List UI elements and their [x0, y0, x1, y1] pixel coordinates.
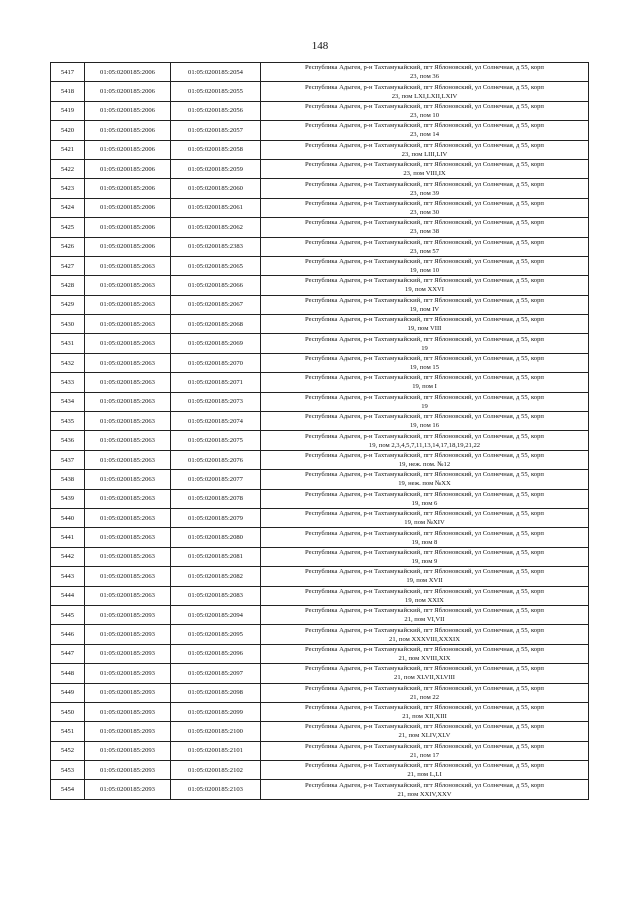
row-number-cell: 5450: [51, 702, 85, 721]
address-line: Республика Адыгея, р-н Тахтамукайский, пгт Яблоновский, ул Солнечная, д 55, корп: [305, 607, 544, 615]
cadastral-number-cell: 01:05:0200185:2069: [171, 334, 261, 353]
table-row: [51, 334, 589, 353]
address-cell: [261, 664, 589, 683]
address-suffix: 21, пом XLVII,XLVIII: [394, 674, 455, 682]
address-suffix: 23, пом 39: [409, 189, 439, 197]
parent-cadastral-cell: 01:05:0200185:2006: [85, 198, 171, 217]
row-number-cell: 5439: [51, 489, 85, 508]
cadastral-number-cell: 01:05:0200185:2056: [171, 101, 261, 120]
row-number-cell: 5421: [51, 140, 85, 159]
address-line: Республика Адыгея, р-н Тахтамукайский, пгт Яблоновский, ул Солнечная, д 55, корп: [305, 645, 544, 653]
row-number-cell: 5444: [51, 586, 85, 605]
address-cell: [261, 295, 589, 314]
row-number-cell: 5425: [51, 218, 85, 237]
address-suffix: 19, пом 6: [411, 499, 438, 507]
cadastral-number-cell: 01:05:0200185:2075: [171, 431, 261, 450]
parent-cadastral-cell: 01:05:0200185:2063: [85, 256, 171, 275]
address-suffix: 23, пом 30: [409, 208, 439, 216]
address-suffix: 19: [421, 402, 428, 410]
address-line: Республика Адыгея, р-н Тахтамукайский, пгт Яблоновский, ул Солнечная, д 55, корп: [305, 161, 544, 169]
address-line: Республика Адыгея, р-н Тахтамукайский, пгт Яблоновский, ул Солнечная, д 55, корп: [305, 374, 544, 382]
address-line: Республика Адыгея, р-н Тахтамукайский, пгт Яблоновский, ул Солнечная, д 55, корп: [305, 141, 544, 149]
table-row: [51, 702, 589, 721]
address-line: Республика Адыгея, р-н Тахтамукайский, пгт Яблоновский, ул Солнечная, д 55, корп: [305, 548, 544, 556]
row-number-cell: 5436: [51, 431, 85, 450]
table-row: [51, 82, 589, 101]
address-cell: [261, 121, 589, 140]
page-number: 148: [311, 40, 329, 52]
parent-cadastral-cell: 01:05:0200185:2063: [85, 373, 171, 392]
cadastral-number-cell: 01:05:0200185:2095: [171, 625, 261, 644]
table-row: [51, 237, 589, 256]
address-line: Республика Адыгея, р-н Тахтамукайский, пгт Яблоновский, ул Солнечная, д 55, корп: [305, 723, 544, 731]
parent-cadastral-cell: 01:05:0200185:2063: [85, 470, 171, 489]
address-line: Республика Адыгея, р-н Тахтамукайский, пгт Яблоновский, ул Солнечная, д 55, корп: [305, 432, 544, 440]
row-number-cell: 5453: [51, 761, 85, 780]
table-row: [51, 412, 589, 431]
parent-cadastral-cell: 01:05:0200185:2006: [85, 82, 171, 101]
parent-cadastral-cell: 01:05:0200185:2063: [85, 528, 171, 547]
row-number-cell: 5433: [51, 373, 85, 392]
parent-cadastral-cell: 01:05:0200185:2093: [85, 761, 171, 780]
cadastral-number-cell: 01:05:0200185:2059: [171, 159, 261, 178]
address-cell: [261, 489, 589, 508]
registry-table: [50, 62, 589, 800]
address-line: Республика Адыгея, р-н Тахтамукайский, пгт Яблоновский, ул Солнечная, д 55, корп: [305, 122, 544, 130]
address-suffix: 19: [421, 344, 428, 352]
table-row: [51, 761, 589, 780]
address-cell: [261, 179, 589, 198]
row-number-cell: 5447: [51, 644, 85, 663]
parent-cadastral-cell: 01:05:0200185:2063: [85, 334, 171, 353]
address-suffix: 21, пом XII,XIII: [402, 713, 447, 721]
cadastral-number-cell: 01:05:0200185:2082: [171, 567, 261, 586]
parent-cadastral-cell: 01:05:0200185:2093: [85, 780, 171, 799]
address-cell: [261, 159, 589, 178]
table-row: [51, 121, 589, 140]
cadastral-number-cell: 01:05:0200185:2061: [171, 198, 261, 217]
address-suffix: 19, неж. пом №XX: [398, 480, 451, 488]
cadastral-number-cell: 01:05:0200185:2080: [171, 528, 261, 547]
address-cell: [261, 218, 589, 237]
row-number-cell: 5451: [51, 722, 85, 741]
parent-cadastral-cell: 01:05:0200185:2093: [85, 644, 171, 663]
table-row: [51, 683, 589, 702]
parent-cadastral-cell: 01:05:0200185:2063: [85, 431, 171, 450]
cadastral-number-cell: 01:05:0200185:2065: [171, 256, 261, 275]
parent-cadastral-cell: 01:05:0200185:2063: [85, 547, 171, 566]
parent-cadastral-cell: 01:05:0200185:2063: [85, 315, 171, 334]
address-line: Республика Адыгея, р-н Тахтамукайский, пгт Яблоновский, ул Солнечная, д 55, корп: [305, 199, 544, 207]
table-row: [51, 567, 589, 586]
address-line: Республика Адыгея, р-н Тахтамукайский, пгт Яблоновский, ул Солнечная, д 55, корп: [305, 102, 544, 110]
parent-cadastral-cell: 01:05:0200185:2063: [85, 353, 171, 372]
cadastral-number-cell: 01:05:0200185:2066: [171, 276, 261, 295]
address-suffix: 19, пом 2,3,4,5,7,11,13,14,17,18,19,21,22: [368, 441, 481, 449]
row-number-cell: 5441: [51, 528, 85, 547]
table-row: [51, 547, 589, 566]
parent-cadastral-cell: 01:05:0200185:2006: [85, 179, 171, 198]
address-cell: [261, 567, 589, 586]
address-suffix: 23, пом 36: [409, 73, 439, 81]
address-cell: [261, 586, 589, 605]
row-number-cell: 5420: [51, 121, 85, 140]
table-row: [51, 179, 589, 198]
row-number-cell: 5435: [51, 412, 85, 431]
address-cell: [261, 508, 589, 527]
cadastral-number-cell: 01:05:0200185:2081: [171, 547, 261, 566]
address-cell: [261, 625, 589, 644]
registry-rows: [51, 63, 589, 800]
cadastral-number-cell: 01:05:0200185:2055: [171, 82, 261, 101]
address-line: Республика Адыгея, р-н Тахтамукайский, пгт Яблоновский, ул Солнечная, д 55, корп: [305, 452, 544, 459]
address-line: Республика Адыгея, р-н Тахтамукайский, пгт Яблоновский, ул Солнечная, д 55, корп: [305, 626, 544, 634]
cadastral-number-cell: 01:05:0200185:2100: [171, 722, 261, 741]
parent-cadastral-cell: 01:05:0200185:2006: [85, 218, 171, 237]
address-cell: [261, 450, 589, 469]
table-row: [51, 470, 589, 489]
row-number-cell: 5418: [51, 82, 85, 101]
row-number-cell: 5426: [51, 237, 85, 256]
address-line: Республика Адыгея, р-н Тахтамукайский, пгт Яблоновский, ул Солнечная, д 55, корп: [305, 277, 544, 285]
cadastral-number-cell: 01:05:0200185:2101: [171, 741, 261, 760]
address-suffix: 23, пом 14: [409, 131, 439, 139]
table-row: [51, 625, 589, 644]
table-row: [51, 198, 589, 217]
parent-cadastral-cell: 01:05:0200185:2093: [85, 664, 171, 683]
address-cell: [261, 63, 589, 82]
address-cell: [261, 605, 589, 624]
cadastral-number-cell: 01:05:0200185:2096: [171, 644, 261, 663]
table-row: [51, 528, 589, 547]
address-suffix: 19, пом 8: [411, 538, 438, 546]
row-number-cell: 5434: [51, 392, 85, 411]
parent-cadastral-cell: 01:05:0200185:2006: [85, 101, 171, 120]
address-suffix: 23, пом 38: [409, 228, 439, 236]
address-cell: [261, 373, 589, 392]
address-suffix: 19, пом №XIV: [404, 519, 445, 527]
parent-cadastral-cell: 01:05:0200185:2063: [85, 392, 171, 411]
cadastral-number-cell: 01:05:0200185:2071: [171, 373, 261, 392]
address-cell: [261, 140, 589, 159]
table-row: [51, 218, 589, 237]
cadastral-number-cell: 01:05:0200185:2073: [171, 392, 261, 411]
row-number-cell: 5452: [51, 741, 85, 760]
address-line: Республика Адыгея, р-н Тахтамукайский, пгт Яблоновский, ул Солнечная, д 55, корп: [305, 180, 544, 188]
address-cell: [261, 315, 589, 334]
cadastral-number-cell: 01:05:0200185:2076: [171, 450, 261, 469]
address-cell: [261, 101, 589, 120]
address-suffix: 23, пом 10: [409, 111, 439, 119]
address-line: Республика Адыгея, р-н Тахтамукайский, пгт Яблоновский, ул Солнечная, д 55, корп: [305, 742, 544, 750]
row-number-cell: 5429: [51, 295, 85, 314]
address-suffix: 21, пом 17: [409, 751, 439, 759]
address-line: Республика Адыгея, р-н Тахтамукайский, пгт Яблоновский, ул Солнечная, д 55, корп: [305, 529, 544, 537]
cadastral-number-cell: 01:05:0200185:2074: [171, 412, 261, 431]
parent-cadastral-cell: 01:05:0200185:2093: [85, 741, 171, 760]
cadastral-number-cell: 01:05:0200185:2083: [171, 586, 261, 605]
cadastral-number-cell: 01:05:0200185:2068: [171, 315, 261, 334]
address-suffix: 19, пом I: [412, 383, 437, 391]
row-number-cell: 5443: [51, 567, 85, 586]
address-line: Республика Адыгея, р-н Тахтамукайский, пгт Яблоновский, ул Солнечная, д 55, корп: [305, 781, 544, 789]
parent-cadastral-cell: 01:05:0200185:2006: [85, 63, 171, 82]
address-line: Республика Адыгея, р-н Тахтамукайский, пгт Яблоновский, ул Солнечная, д 55, корп: [305, 258, 544, 266]
address-suffix: 19, неж. пом. №12: [398, 461, 451, 468]
cadastral-number-cell: 01:05:0200185:2079: [171, 508, 261, 527]
address-cell: [261, 237, 589, 256]
cadastral-number-cell: 01:05:0200185:2062: [171, 218, 261, 237]
row-number-cell: 5440: [51, 508, 85, 527]
parent-cadastral-cell: 01:05:0200185:2063: [85, 450, 171, 469]
table-row: [51, 295, 589, 314]
cadastral-number-cell: 01:05:0200185:2078: [171, 489, 261, 508]
parent-cadastral-cell: 01:05:0200185:2093: [85, 702, 171, 721]
address-line: Республика Адыгея, р-н Тахтамукайский, пгт Яблоновский, ул Солнечная, д 55, корп: [305, 568, 544, 576]
cadastral-number-cell: 01:05:0200185:2058: [171, 140, 261, 159]
address-suffix: 19, пом 10: [409, 267, 439, 275]
address-line: Республика Адыгея, р-н Тахтамукайский, пгт Яблоновский, ул Солнечная, д 55, корп: [305, 393, 544, 401]
address-line: Республика Адыгея, р-н Тахтамукайский, пгт Яблоновский, ул Солнечная, д 55, корп: [305, 684, 544, 692]
cadastral-number-cell: 01:05:0200185:2102: [171, 761, 261, 780]
address-cell: [261, 683, 589, 702]
row-number-cell: 5424: [51, 198, 85, 217]
parent-cadastral-cell: 01:05:0200185:2093: [85, 605, 171, 624]
cadastral-number-cell: 01:05:0200185:2094: [171, 605, 261, 624]
parent-cadastral-cell: 01:05:0200185:2006: [85, 159, 171, 178]
address-line: Республика Адыгея, р-н Тахтамукайский, пгт Яблоновский, ул Солнечная, д 55, корп: [305, 490, 544, 498]
address-line: Республика Адыгея, р-н Тахтамукайский, пгт Яблоновский, ул Солнечная, д 55, корп: [305, 510, 544, 518]
row-number-cell: 5437: [51, 450, 85, 469]
address-suffix: 21, пом XXXVIII,XXXIX: [389, 635, 460, 643]
table-row: [51, 508, 589, 527]
address-suffix: 19, пом 9: [411, 557, 438, 565]
table-row: [51, 489, 589, 508]
address-cell: [261, 353, 589, 372]
cadastral-number-cell: 01:05:0200185:2057: [171, 121, 261, 140]
cadastral-number-cell: 01:05:0200185:2098: [171, 683, 261, 702]
table-row: [51, 101, 589, 120]
cadastral-number-cell: 01:05:0200185:2054: [171, 63, 261, 82]
row-number-cell: 5432: [51, 353, 85, 372]
address-cell: [261, 334, 589, 353]
address-suffix: 21, пом 22: [409, 693, 439, 701]
table-row: [51, 722, 589, 741]
address-suffix: 21, пом XVIII,XIX: [398, 654, 451, 662]
address-line: Республика Адыгея, р-н Тахтамукайский, пгт Яблоновский, ул Солнечная, д 55, корп: [305, 296, 544, 304]
address-cell: [261, 741, 589, 760]
table-row: [51, 664, 589, 683]
row-number-cell: 5417: [51, 63, 85, 82]
address-cell: [261, 431, 589, 450]
address-suffix: 19, пом 16: [409, 422, 439, 430]
address-suffix: 21, пом L,LI: [407, 771, 442, 779]
address-cell: [261, 702, 589, 721]
parent-cadastral-cell: 01:05:0200185:2093: [85, 625, 171, 644]
table-row: [51, 605, 589, 624]
table-row: [51, 256, 589, 275]
address-suffix: 19, пом 15: [409, 364, 439, 372]
cadastral-number-cell: 01:05:0200185:2099: [171, 702, 261, 721]
parent-cadastral-cell: 01:05:0200185:2063: [85, 567, 171, 586]
address-suffix: 19, пом XXIX: [405, 596, 444, 604]
address-cell: [261, 276, 589, 295]
address-cell: [261, 722, 589, 741]
address-suffix: 23, пом LIII,LIV: [401, 150, 448, 158]
parent-cadastral-cell: 01:05:0200185:2063: [85, 295, 171, 314]
address-cell: [261, 198, 589, 217]
table-row: [51, 373, 589, 392]
cadastral-number-cell: 01:05:0200185:2103: [171, 780, 261, 799]
row-number-cell: 5419: [51, 101, 85, 120]
address-line: Республика Адыгея, р-н Тахтамукайский, пгт Яблоновский, ул Солнечная, д 55, корп: [305, 471, 544, 479]
cadastral-number-cell: 01:05:0200185:2070: [171, 353, 261, 372]
cadastral-number-cell: 01:05:0200185:2097: [171, 664, 261, 683]
table-row: [51, 159, 589, 178]
table-row: [51, 586, 589, 605]
parent-cadastral-cell: 01:05:0200185:2093: [85, 722, 171, 741]
table-row: [51, 450, 589, 469]
row-number-cell: 5449: [51, 683, 85, 702]
row-number-cell: 5423: [51, 179, 85, 198]
parent-cadastral-cell: 01:05:0200185:2063: [85, 412, 171, 431]
address-cell: [261, 644, 589, 663]
address-suffix: 21, пом VI,VII: [404, 616, 445, 624]
parent-cadastral-cell: 01:05:0200185:2006: [85, 237, 171, 256]
address-line: Республика Адыгея, р-н Тахтамукайский, пгт Яблоновский, ул Солнечная, д 55, корп: [305, 83, 544, 91]
row-number-cell: 5438: [51, 470, 85, 489]
address-cell: [261, 547, 589, 566]
address-line: Республика Адыгея, р-н Тахтамукайский, пгт Яблоновский, ул Солнечная, д 55, корп: [305, 704, 544, 712]
row-number-cell: 5430: [51, 315, 85, 334]
address-line: Республика Адыгея, р-н Тахтамукайский, пгт Яблоновский, ул Солнечная, д 55, корп: [305, 335, 544, 343]
address-line: Республика Адыгея, р-н Тахтамукайский, пгт Яблоновский, ул Солнечная, д 55, корп: [305, 355, 544, 363]
table-row: [51, 276, 589, 295]
cadastral-number-cell: 01:05:0200185:2067: [171, 295, 261, 314]
address-suffix: 21, пом XLIV,XLV: [398, 732, 451, 740]
table-row: [51, 780, 589, 799]
row-number-cell: 5422: [51, 159, 85, 178]
address-cell: [261, 780, 589, 799]
address-cell: [261, 412, 589, 431]
row-number-cell: 5427: [51, 256, 85, 275]
parent-cadastral-cell: 01:05:0200185:2063: [85, 508, 171, 527]
parent-cadastral-cell: 01:05:0200185:2093: [85, 683, 171, 702]
address-cell: [261, 761, 589, 780]
parent-cadastral-cell: 01:05:0200185:2063: [85, 489, 171, 508]
address-cell: [261, 528, 589, 547]
row-number-cell: 5445: [51, 605, 85, 624]
address-suffix: 23, пом LXI,LXII,LXIV: [391, 92, 458, 100]
row-number-cell: 5428: [51, 276, 85, 295]
address-line: Республика Адыгея, р-н Тахтамукайский, пгт Яблоновский, ул Солнечная, д 55, корп: [305, 665, 544, 673]
table-row: [51, 140, 589, 159]
parent-cadastral-cell: 01:05:0200185:2063: [85, 586, 171, 605]
address-line: Республика Адыгея, р-н Тахтамукайский, пгт Яблоновский, ул Солнечная, д 55, корп: [305, 587, 544, 595]
cadastral-number-cell: 01:05:0200185:2383: [171, 237, 261, 256]
cadastral-number-cell: 01:05:0200185:2077: [171, 470, 261, 489]
table-row: [51, 741, 589, 760]
parent-cadastral-cell: 01:05:0200185:2063: [85, 276, 171, 295]
address-suffix: 19, пом XVII: [406, 577, 443, 585]
address-cell: [261, 256, 589, 275]
address-suffix: 23, пом VIII,IX: [403, 170, 446, 178]
table-row: [51, 353, 589, 372]
table-row: [51, 315, 589, 334]
cadastral-number-cell: 01:05:0200185:2060: [171, 179, 261, 198]
address-suffix: 23, пом 57: [409, 247, 439, 255]
address-suffix: 19, пом IV: [409, 305, 440, 313]
address-line: Республика Адыгея, р-н Тахтамукайский, пгт Яблоновский, ул Солнечная, д 55, корп: [305, 219, 544, 227]
row-number-cell: 5454: [51, 780, 85, 799]
row-number-cell: 5446: [51, 625, 85, 644]
parent-cadastral-cell: 01:05:0200185:2006: [85, 121, 171, 140]
address-line: Республика Адыгея, р-н Тахтамукайский, пгт Яблоновский, ул Солнечная, д 55, корп: [305, 316, 544, 324]
table-row: [51, 644, 589, 663]
row-number-cell: 5442: [51, 547, 85, 566]
row-number-cell: 5448: [51, 664, 85, 683]
address-suffix: 19, пом VIII: [407, 325, 442, 333]
address-cell: [261, 470, 589, 489]
address-cell: [261, 392, 589, 411]
table-row: [51, 431, 589, 450]
address-line: Республика Адыгея, р-н Тахтамукайский, пгт Яблоновский, ул Солнечная, д 55, корп: [305, 238, 544, 246]
address-line: Республика Адыгея, р-н Тахтамукайский, пгт Яблоновский, ул Солнечная, д 55, корп: [305, 413, 544, 421]
parent-cadastral-cell: 01:05:0200185:2006: [85, 140, 171, 159]
address-cell: [261, 82, 589, 101]
table-row: [51, 63, 589, 82]
address-suffix: 19, пом XXVI: [405, 286, 444, 294]
address-line: Республика Адыгея, р-н Тахтамукайский, пгт Яблоновский, ул Солнечная, д 55, корп: [305, 762, 544, 770]
address-line: Республика Адыгея, р-н Тахтамукайский, пгт Яблоновский, ул Солнечная, д 55, корп: [305, 64, 544, 72]
address-suffix: 21, пом XXIV,XXV: [397, 790, 452, 798]
table-row: [51, 392, 589, 411]
row-number-cell: 5431: [51, 334, 85, 353]
